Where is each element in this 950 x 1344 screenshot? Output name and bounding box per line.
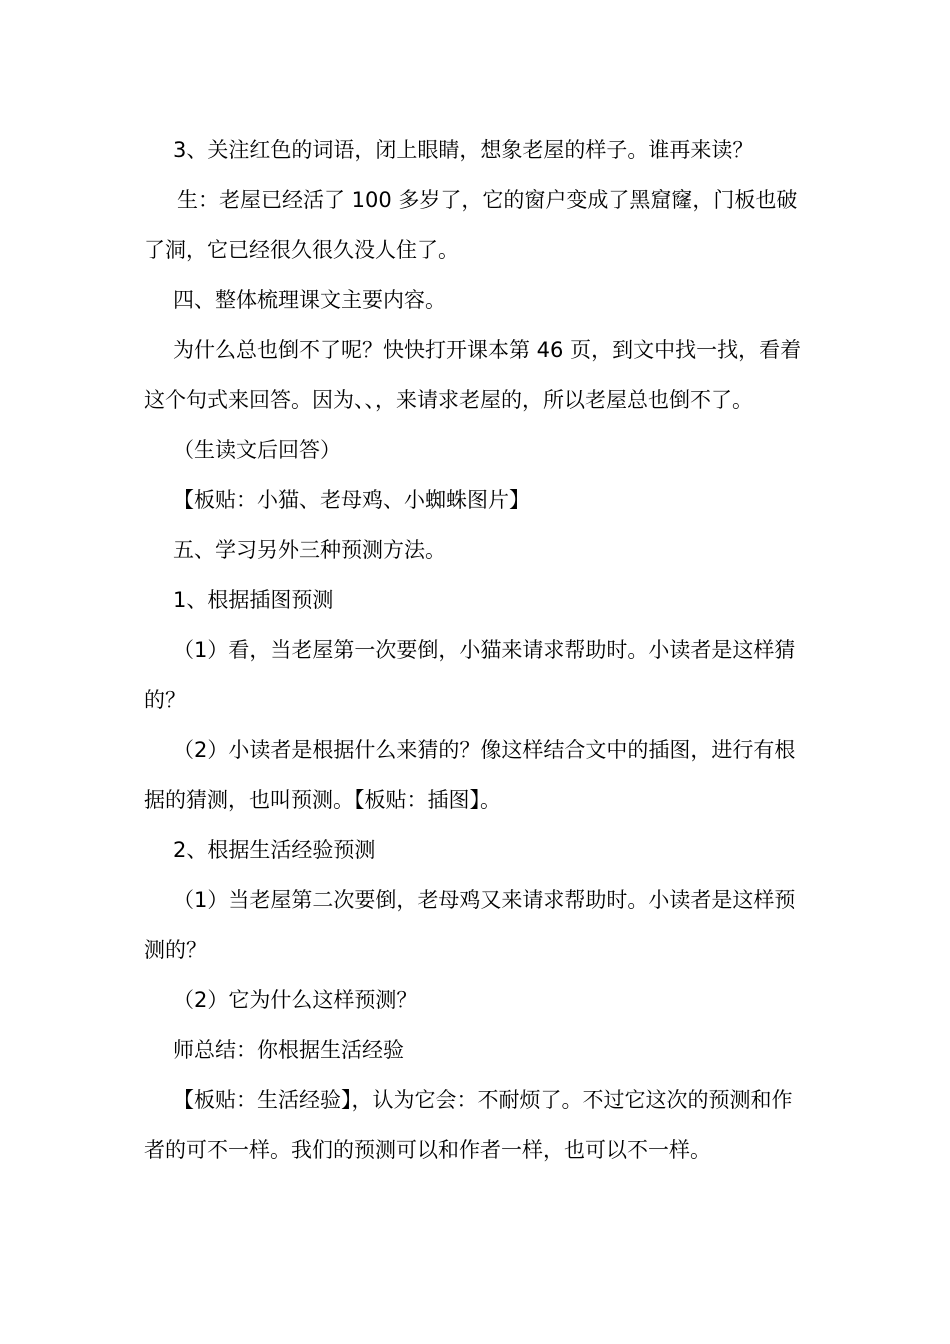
paragraph-board-note-experience: 【板贴：生活经验】，认为它会：不耐烦了。不过它这次的预测和作者的可不一样。我们的预测可以和作者一样，也可以不一样。 <box>144 1088 793 1162</box>
document-body <box>144 125 806 1175</box>
paragraph-step-3: 3、关注红色的词语，闭上眼睛，想象老屋的样子。谁再来读？ <box>173 138 754 162</box>
section-heading-4: 四、整体梳理课文主要内容。 <box>173 288 446 312</box>
subheading-life-experience-prediction: 2、根据生活经验预测 <box>173 838 376 862</box>
paragraph-experience-step-2: （2）它为什么这样预测？ <box>173 988 418 1012</box>
paragraph-illustration-step-2: （2）小读者是根据什么来猜的？像这样结合文中的插图，进行有根据的猜测，也叫预测。【板贴：插图】。 <box>144 738 796 812</box>
subheading-illustration-prediction: 1、根据插图预测 <box>173 588 334 612</box>
paragraph-student-answer: 生：老屋已经活了 100 多岁了，它的窗户变成了黑窟窿，门板也破了洞，它已经很久很久没人住了。 <box>144 188 798 262</box>
paragraph-board-note-pictures: 【板贴：小猫、老母鸡、小蜘蛛图片】 <box>173 488 530 512</box>
paragraph-question: 为什么总也倒不了呢？快快打开课本第 46 页，到文中找一找，看着这个句式来回答。因为、、，来请求老屋的，所以老屋总也倒不了。 <box>144 338 802 412</box>
paragraph-experience-step-1: （1）当老屋第二次要倒，老母鸡又来请求帮助时。小读者是这样预测的？ <box>144 888 796 962</box>
paragraph-student-reading: （生读文后回答） <box>173 438 341 462</box>
paragraph-teacher-summary: 师总结：你根据生活经验 <box>173 1038 404 1062</box>
paragraph-illustration-step-1: （1）看，当老屋第一次要倒，小猫来请求帮助时。小读者是这样猜的？ <box>144 638 796 712</box>
section-heading-5: 五、学习另外三种预测方法。 <box>173 538 446 562</box>
